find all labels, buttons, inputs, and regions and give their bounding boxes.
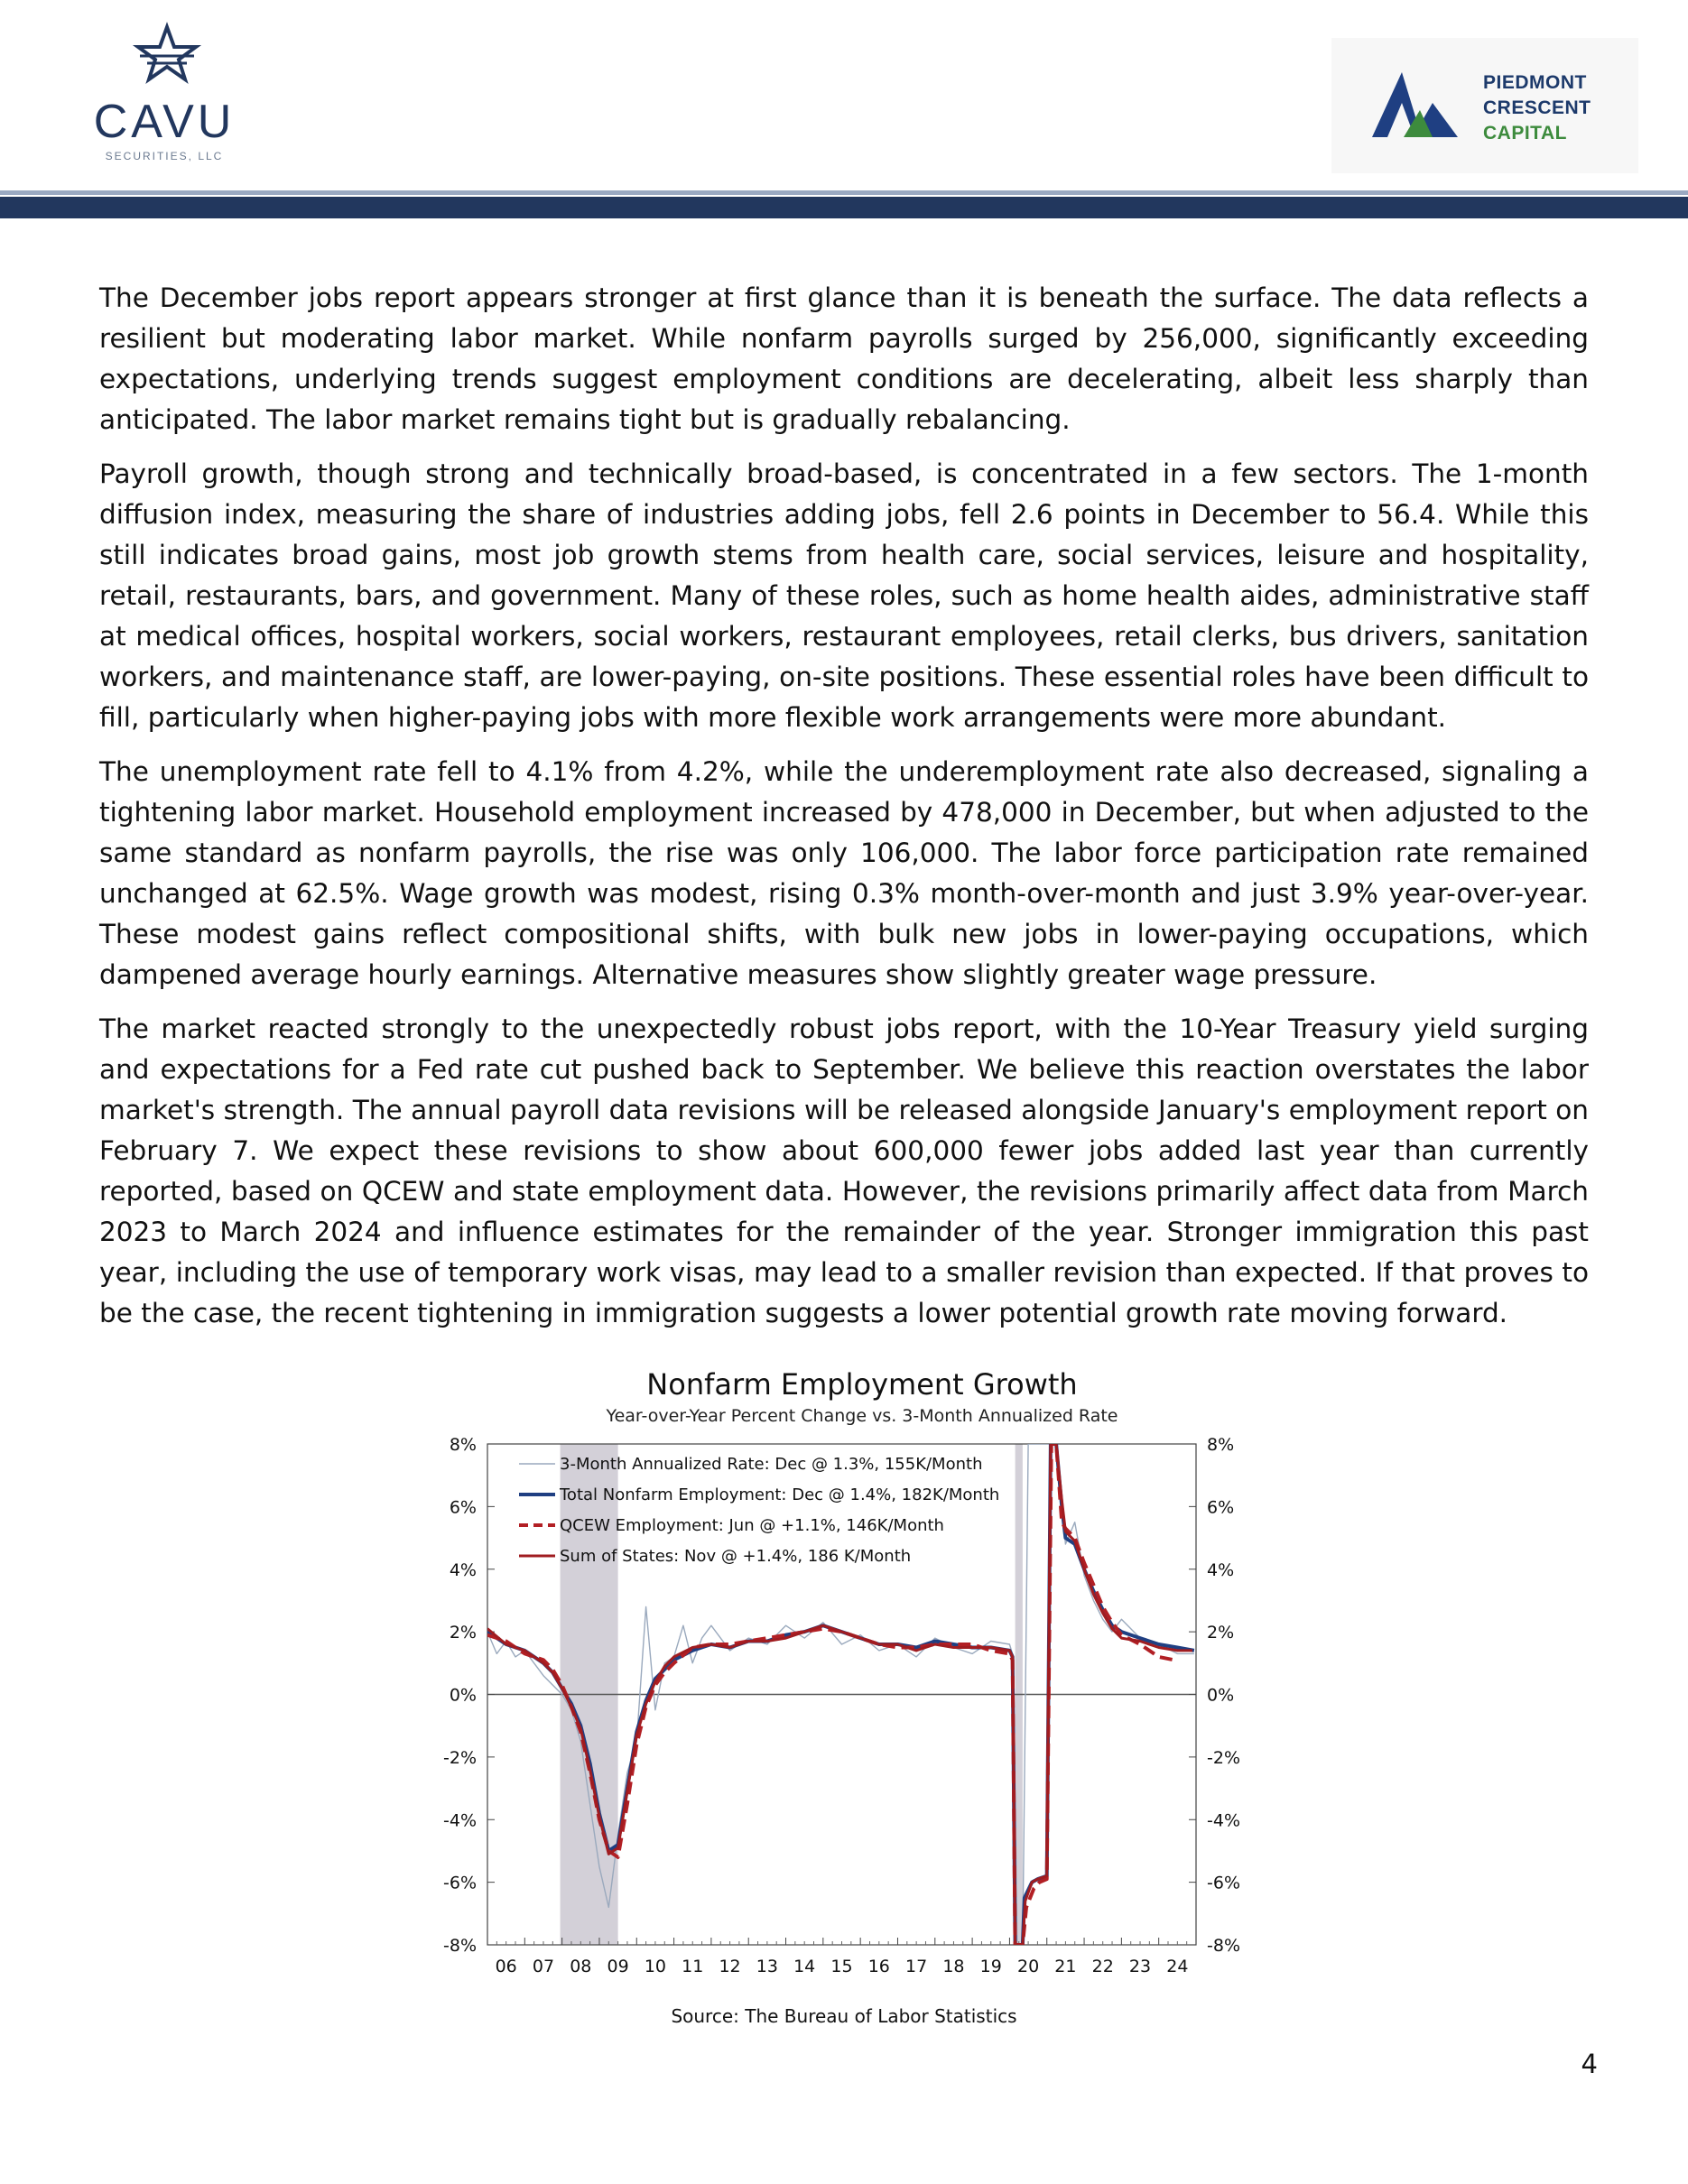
paragraph: Payroll growth, though strong and technically broad-based, is concentrated in a few sectors. The 1-month diffusion index, measuring the share of industries adding jobs, fell 2.6 points in December to 56.4. While this still indicates broad gains, most job growth stems from health care, social services, leisure and hospitality, retail, restaurants, bars, and government. Many of these roles, such as home health aides, administrative staff at medical offices, hospital workers, social workers, restaurant employees, retail clerks, bus drivers, sanitation workers, and maintenance staff, are lower-paying, on-site positions. These essential roles have been difficult to fill, particularly when higher-paying jobs with more flexible work arrangements were more abundant.: [99, 458, 1589, 733]
x-tick-label: 23: [1128, 1957, 1152, 1976]
x-tick-label: 20: [1016, 1957, 1040, 1976]
logo-line-2: CRESCENT: [1483, 97, 1591, 118]
page-number: 4: [1581, 2049, 1598, 2079]
x-tick-label: 22: [1091, 1957, 1114, 1976]
cavu-logo-name: CAVU: [93, 96, 236, 148]
chart-source: Source: The Bureau of Labor Statistics: [671, 2005, 1017, 2027]
header-rule-dark: [0, 197, 1688, 218]
x-tick-label: 24: [1166, 1957, 1189, 1976]
piedmont-crescent-logo: [1331, 38, 1638, 173]
logo-line-1: PIEDMONT: [1483, 72, 1587, 93]
x-tick-label: 13: [756, 1957, 778, 1976]
y-tick-label-left: 4%: [449, 1559, 477, 1580]
y-tick-label-left: -2%: [443, 1747, 477, 1768]
y-tick-label-right: -2%: [1207, 1747, 1240, 1768]
y-tick-label-left: -4%: [443, 1810, 477, 1831]
x-tick-label: 15: [830, 1957, 853, 1976]
x-tick-label: 17: [905, 1957, 928, 1976]
cavu-logo-subtitle: SECURITIES, LLC: [105, 150, 224, 162]
employment-chart: [411, 1363, 1277, 2040]
x-tick-label: 16: [867, 1957, 890, 1976]
y-tick-label-left: -6%: [443, 1873, 477, 1893]
y-tick-label-right: 8%: [1207, 1435, 1235, 1455]
x-tick-label: 21: [1054, 1957, 1077, 1976]
x-tick-label: 07: [532, 1957, 555, 1976]
y-tick-label-right: 6%: [1207, 1497, 1235, 1518]
star-icon: [138, 27, 196, 79]
legend-label: Total Nonfarm Employment: Dec @ 1.4%, 182K/Month: [560, 1485, 1000, 1504]
chart-title: Nonfarm Employment Growth: [646, 1367, 1078, 1402]
cavu-logo: [77, 20, 239, 173]
mountain-icon: [1331, 38, 1467, 173]
chart-subtitle: Year-over-Year Percent Change vs. 3-Month Annualized Rate: [606, 1406, 1118, 1426]
y-tick-label-left: -8%: [443, 1936, 477, 1956]
legend-label: 3-Month Annualized Rate: Dec @ 1.3%, 155K/Month: [560, 1455, 983, 1474]
logo-line-3: CAPITAL: [1483, 123, 1567, 143]
y-tick-label-left: 8%: [449, 1435, 477, 1455]
y-tick-label-right: 0%: [1207, 1685, 1235, 1706]
y-tick-label-right: 4%: [1207, 1559, 1235, 1580]
page-header: [0, 0, 1688, 221]
x-tick-label: 11: [682, 1957, 704, 1976]
x-tick-label: 10: [644, 1957, 667, 1976]
y-tick-label-left: 2%: [449, 1623, 477, 1643]
paragraph: The unemployment rate fell to 4.1% from 4.2%, while the underemployment rate also decreased, signaling a tightening labor market. Household employment increased by 478,000 in December, but when adjusted to the same standard as nonfarm payrolls, the rise was only 106,000. The labor force participation rate remained unchanged at 62.5%. Wage growth was modest, rising 0.3% month-over-month and just 3.9% year-over-year. These modest gains reflect compositional shifts, with bulk new jobs in lower-paying occupations, which dampened average hourly earnings. Alternative measures show slightly greater wage pressure.: [99, 756, 1589, 990]
legend-label: QCEW Employment: Jun @ +1.1%, 146K/Month: [560, 1516, 944, 1535]
x-tick-label: 12: [719, 1957, 741, 1976]
x-tick-label: 18: [942, 1957, 965, 1976]
x-tick-label: 19: [979, 1957, 1002, 1976]
y-tick-label-left: 6%: [449, 1497, 477, 1518]
paragraph: The market reacted strongly to the unexpectedly robust jobs report, with the 10-Year Treasury yield surging and expectations for a Fed rate cut pushed back to September. We believe this reaction overstates the labor market's strength. The annual payroll data revisions will be released alongside January's employment report on February 7. We expect these revisions to show about 600,000 fewer jobs added last year than currently reported, based on QCEW and state employment data. However, the revisions primarily affect data from March 2023 to March 2024 and influence estimates for the remainder of the year. Stronger immigration this past year, including the use of temporary work visas, may lead to a smaller revision than expected. If that proves to be the case, the recent tightening in immigration suggests a lower potential growth rate moving forward.: [99, 1013, 1589, 1328]
y-tick-label-left: 0%: [449, 1685, 477, 1706]
paragraph: The December jobs report appears stronger at first glance than it is beneath the surface. The data reflects a resilient but moderating labor market. While nonfarm payrolls surged by 256,000, significantly exceeding expectations, underlying trends suggest employment conditions are decelerating, albeit less sharply than anticipated. The labor market remains tight but is gradually rebalancing.: [99, 282, 1589, 435]
y-tick-label-right: -6%: [1207, 1873, 1240, 1893]
x-tick-label: 09: [607, 1957, 629, 1976]
body-text: [99, 278, 1589, 1347]
x-tick-label: 06: [495, 1957, 517, 1976]
header-rule-light: [0, 190, 1688, 195]
y-tick-label-right: -8%: [1207, 1936, 1240, 1956]
y-tick-label-right: 2%: [1207, 1623, 1235, 1643]
x-tick-label: 08: [570, 1957, 592, 1976]
x-tick-label: 14: [793, 1957, 816, 1976]
legend-label: Sum of States: Nov @ +1.4%, 186 K/Month: [560, 1547, 912, 1566]
y-tick-label-right: -4%: [1207, 1810, 1240, 1831]
chart-svg: [411, 1363, 1277, 1994]
